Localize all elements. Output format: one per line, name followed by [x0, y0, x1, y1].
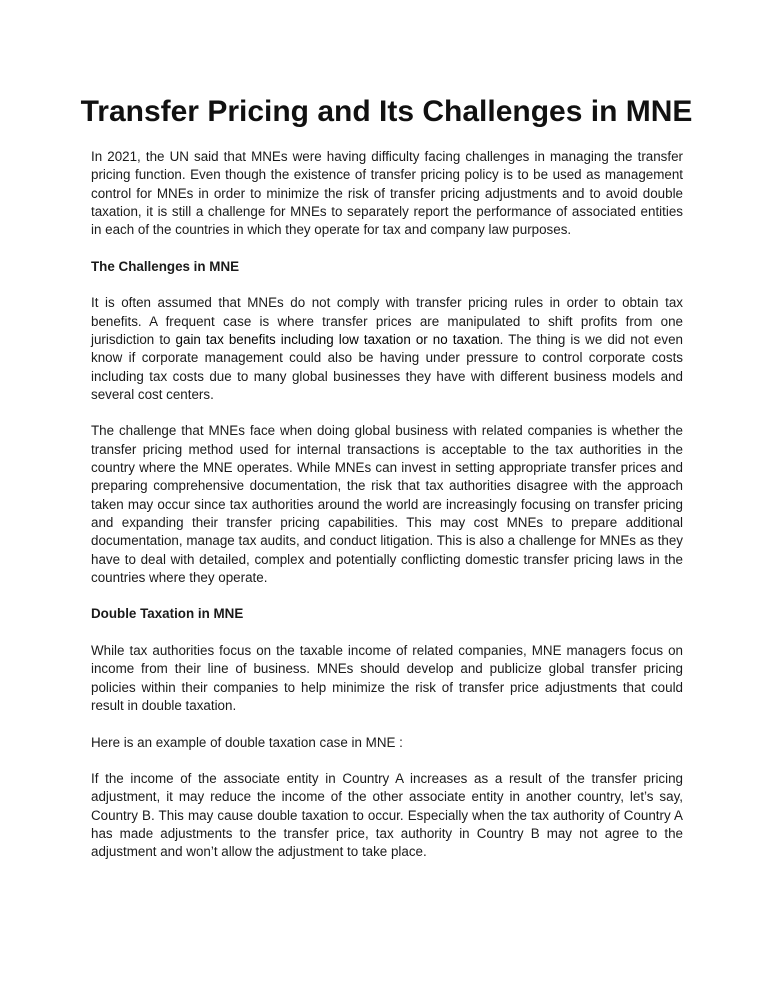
challenges-paragraph-1-end: . The thing is we did not even know if corporate management could also be having under pressure to control corporate costs including tax costs due to many global businesses they have with different business models and several cost centers. — [91, 331, 683, 402]
double-taxation-paragraph-1: While tax authorities focus on the taxable income of related companies, MNE managers focus on income from their line of business. MNEs should develop and publicize global transfer pricing policies within their companies to help minimize the risk of transfer price adjustments that could result in double taxation. — [91, 643, 683, 713]
double-taxation-example-intro: Here is an example of double taxation case in MNE : — [91, 734, 403, 750]
section-heading-double-taxation: Double Taxation in MNE — [91, 606, 244, 622]
challenges-paragraph-1-start: It is often assumed that MNEs do not comply with transfer pricing rules in order to obtain tax benefits. A frequent case is where transfer prices are manipulated to shift profits from one jurisdiction to — [91, 295, 683, 347]
challenges-paragraph-1 — [91, 294, 683, 404]
intro-paragraph: In 2021, the UN said that MNEs were having difficulty facing challenges in managing the transfer pricing function. Even though the existence of transfer pricing policy is to be used as management control for MNEs in order to minimize the risk of transfer pricing adjustments and to avoid double taxation, it is still a challenge for MNEs to separately report the performance of associated entities in each of the countries in which they operate for tax and company law purposes. — [91, 149, 683, 238]
document-body — [91, 148, 683, 880]
section-heading-challenges: The Challenges in MNE — [91, 258, 240, 274]
tax-benefits-link[interactable]: gain tax benefits including low taxation or no taxation — [175, 331, 500, 347]
challenges-paragraph-2: The challenge that MNEs face when doing global business with related companies is whether the transfer pricing method used for internal transactions is acceptable to the tax authorities in the country where the MNE operates. While MNEs can invest in setting appropriate transfer prices and preparing comprehensive documentation, the risk that tax authorities disagree with the approach taken may occur since tax authorities around the world are increasingly focusing on transfer pricing and expanding their transfer pricing capabilities. This may cost MNEs to prepare additional documentation, manage tax audits, and conduct litigation. This is also a challenge for MNEs as they have to deal with detailed, complex and potentially conflicting domestic transfer pricing laws in the countries where they operate. — [91, 423, 683, 585]
page-title: Transfer Pricing and Its Challenges in MNE — [80, 95, 693, 128]
double-taxation-paragraph-3: If the income of the associate entity in Country A increases as a result of the transfer pricing adjustment, it may reduce the income of the other associate entity in another country, let’s say, Country B. This may cause double taxation to occur. Especially when the tax authority of Country A has made adjustments to the transfer price, tax authority in Country B may not agree to the adjustment and won’t allow the adjustment to take place. — [91, 771, 683, 860]
